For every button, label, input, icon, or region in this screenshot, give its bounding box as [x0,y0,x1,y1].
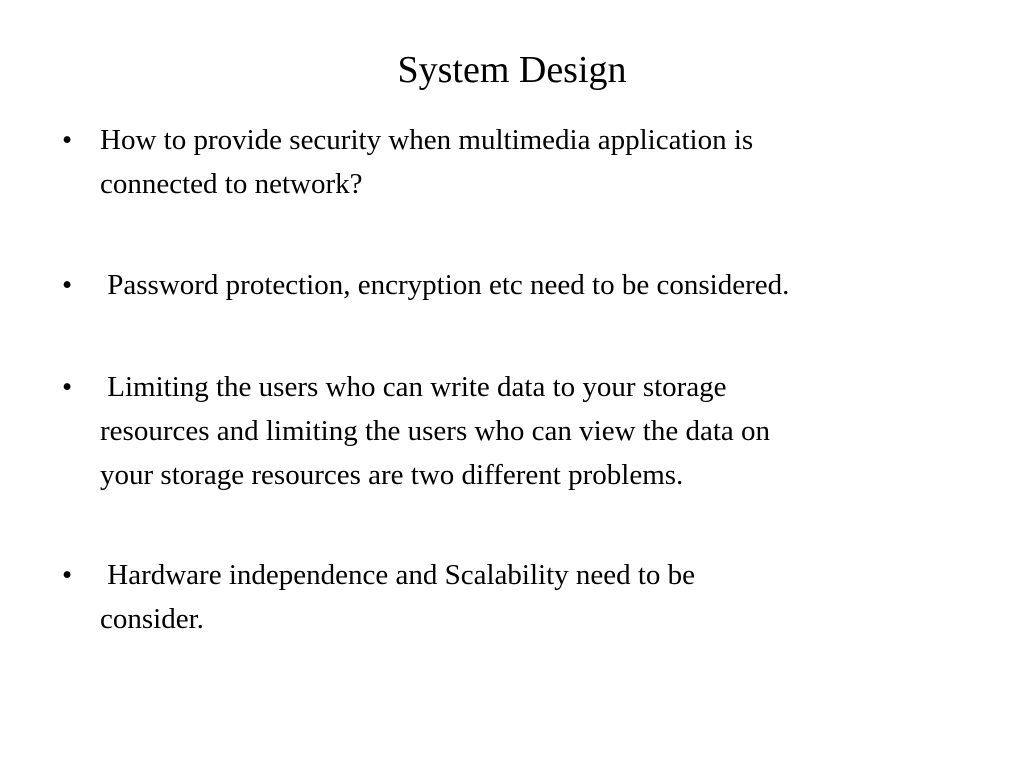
bullet-text: Limiting the users who can write data to your storage resources and limiting the users who can view the data on your storage resources are two different problems. [100,371,771,491]
bullet-text: Password protection, encryption etc need to be considered. [100,269,790,301]
slide-title: System Design [397,49,627,91]
bullet-icon: • [62,371,73,403]
bullet-icon: • [62,269,73,301]
bullet-text: Hardware independence and Scalability need to be consider. [100,559,696,635]
bullet-icon: • [62,124,73,156]
bullet-text: How to provide security when multimedia application is connected to network? [100,124,754,200]
bullet-icon: • [62,559,73,591]
